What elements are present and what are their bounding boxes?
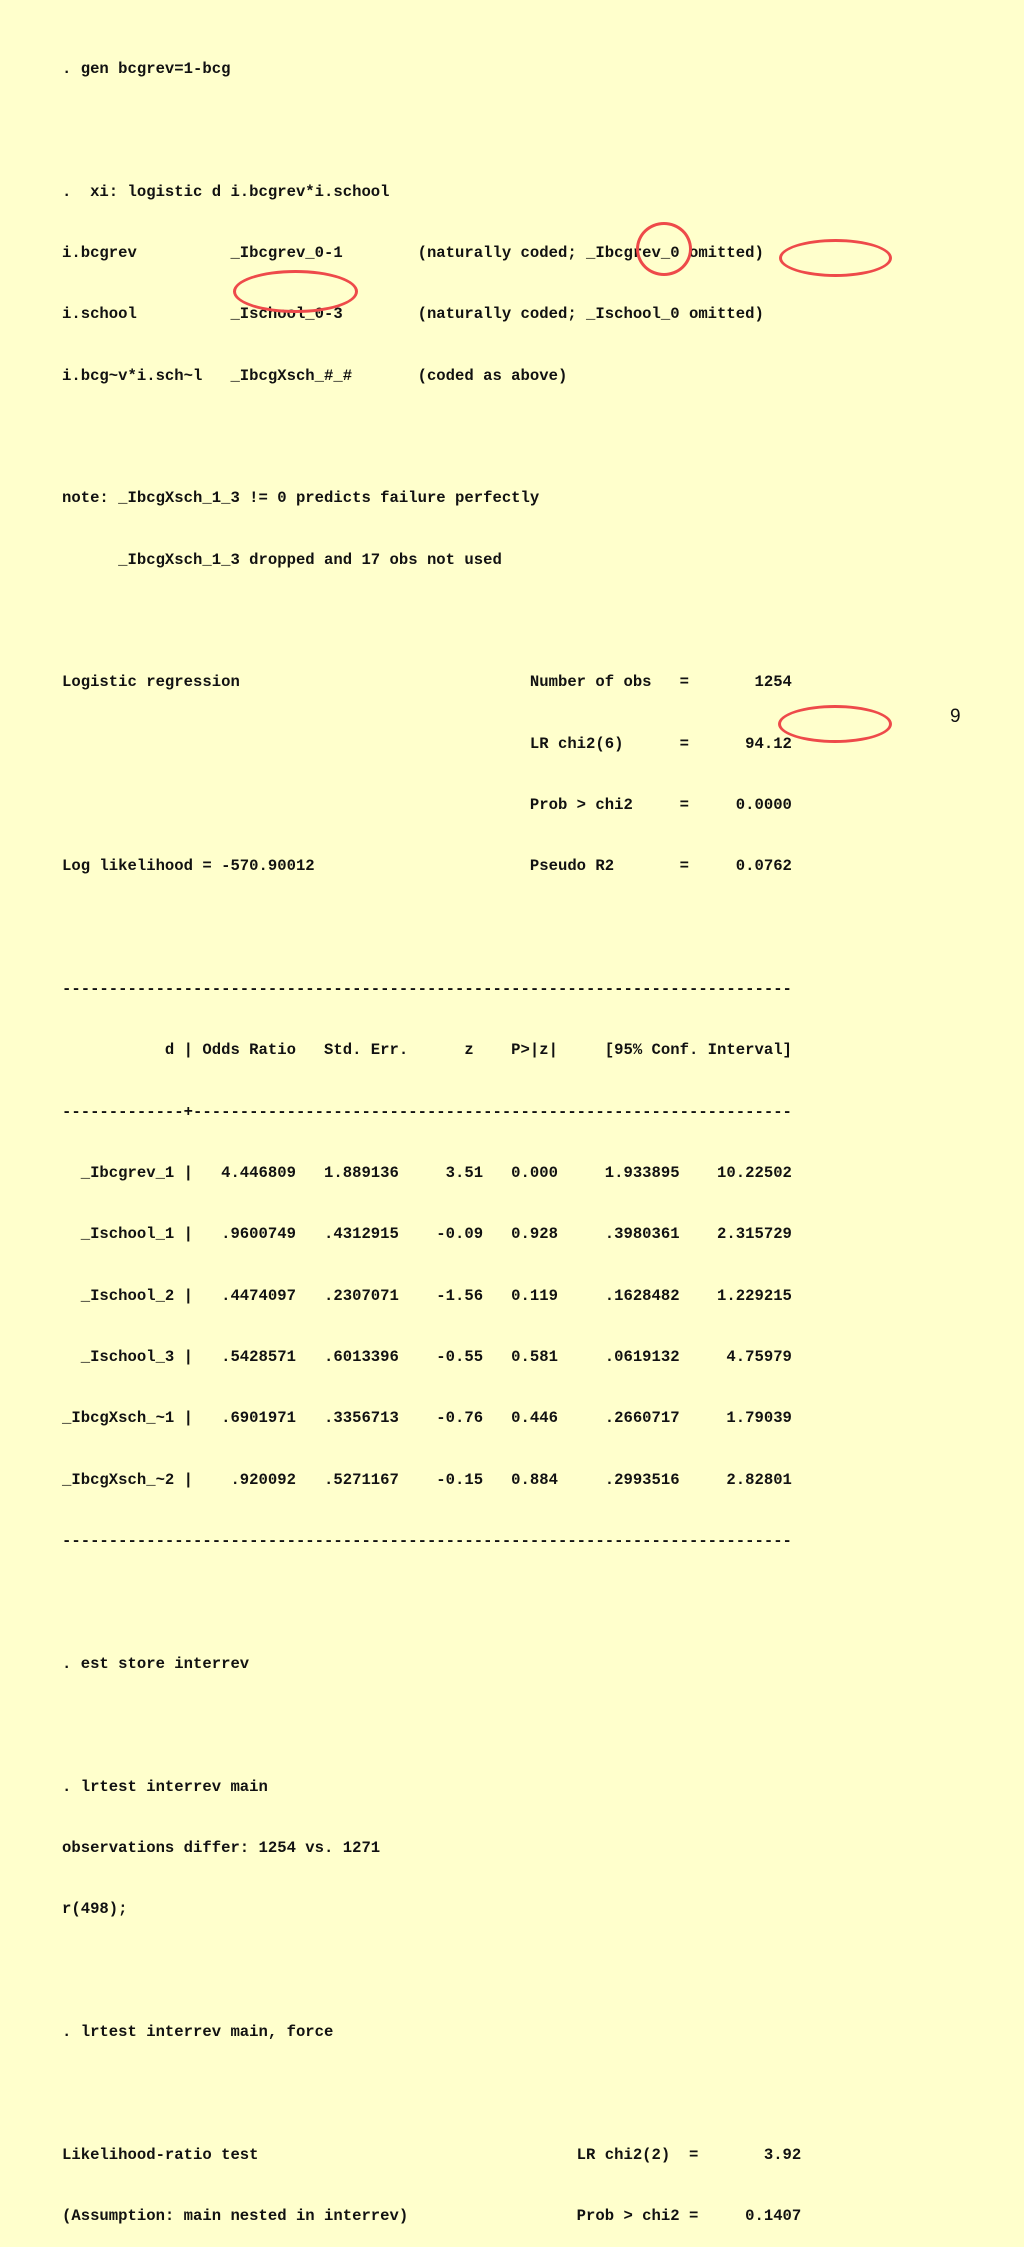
table-row: _IbcgXsch_~1 | .6901971 .3356713 -0.76 0.446 .2660717 1.79039 xyxy=(62,1409,792,1428)
stata-output xyxy=(62,18,801,2247)
blank-line xyxy=(62,1961,801,1981)
table-header: d | Odds Ratio Std. Err. z P>|z| [95% Conf. Interval] xyxy=(62,1041,792,1060)
error-line: observations differ: 1254 vs. 1271 xyxy=(62,1838,381,1857)
command-line: . lrtest interrev main xyxy=(62,1777,268,1796)
model-header-line: LR chi2(6) = 94.12 xyxy=(62,734,792,753)
error-line: r(498); xyxy=(62,1900,128,1919)
note-line: note: _IbcgXsch_1_3 != 0 predicts failure perfectly xyxy=(62,489,540,508)
blank-line xyxy=(62,918,801,938)
table-row: _Ischool_1 | .9600749 .4312915 -0.09 0.928 .3980361 2.315729 xyxy=(62,1225,792,1244)
command-line: . est store interrev xyxy=(62,1654,250,1673)
command-line: . lrtest interrev main, force xyxy=(62,2022,334,2041)
table-row: _IbcgXsch_~2 | .920092 .5271167 -0.15 0.884 .2993516 2.82801 xyxy=(62,1470,792,1489)
output-line: i.bcgrev _Ibcgrev_0-1 (naturally coded; _Ibcgrev_0 omitted) xyxy=(62,243,764,262)
lrtest-result-line: (Assumption: main nested in interrev) Prob > chi2 = 0.1407 xyxy=(62,2206,802,2225)
table-row: _Ischool_3 | .5428571 .6013396 -0.55 0.581 .0619132 4.75979 xyxy=(62,1348,792,1367)
slide-number: 9 xyxy=(950,706,961,727)
output-line: i.school _Ischool_0-3 (naturally coded; _Ischool_0 omitted) xyxy=(62,305,764,324)
table-row: _Ibcgrev_1 | 4.446809 1.889136 3.51 0.000 1.933895 10.22502 xyxy=(62,1164,792,1183)
table-row: _Ischool_2 | .4474097 .2307071 -1.56 0.119 .1628482 1.229215 xyxy=(62,1286,792,1305)
table-rule: -------------+---------------------------------------------------------------- xyxy=(62,1102,792,1121)
blank-line xyxy=(62,427,801,447)
output-line: i.bcg~v*i.sch~l _IbcgXsch_#_# (coded as above) xyxy=(62,366,568,385)
lrtest-result-line: Likelihood-ratio test LR chi2(2) = 3.92 xyxy=(62,2145,802,2164)
model-header-line: Log likelihood = -570.90012 Pseudo R2 = 0.0762 xyxy=(62,857,792,876)
blank-line xyxy=(62,2083,801,2103)
note-line: _IbcgXsch_1_3 dropped and 17 obs not used xyxy=(62,550,502,569)
model-header-line: Prob > chi2 = 0.0000 xyxy=(62,796,792,815)
table-rule: ------------------------------------------------------------------------------ xyxy=(62,1532,792,1551)
command-line: . xi: logistic d i.bcgrev*i.school xyxy=(62,182,390,201)
blank-line xyxy=(62,1593,801,1613)
blank-line xyxy=(62,1715,801,1735)
model-header-line: Logistic regression Number of obs = 1254 xyxy=(62,673,792,692)
table-rule: ------------------------------------------------------------------------------ xyxy=(62,980,792,999)
blank-line xyxy=(62,611,801,631)
blank-line xyxy=(62,120,801,140)
command-line: . gen bcgrev=1-bcg xyxy=(62,59,231,78)
